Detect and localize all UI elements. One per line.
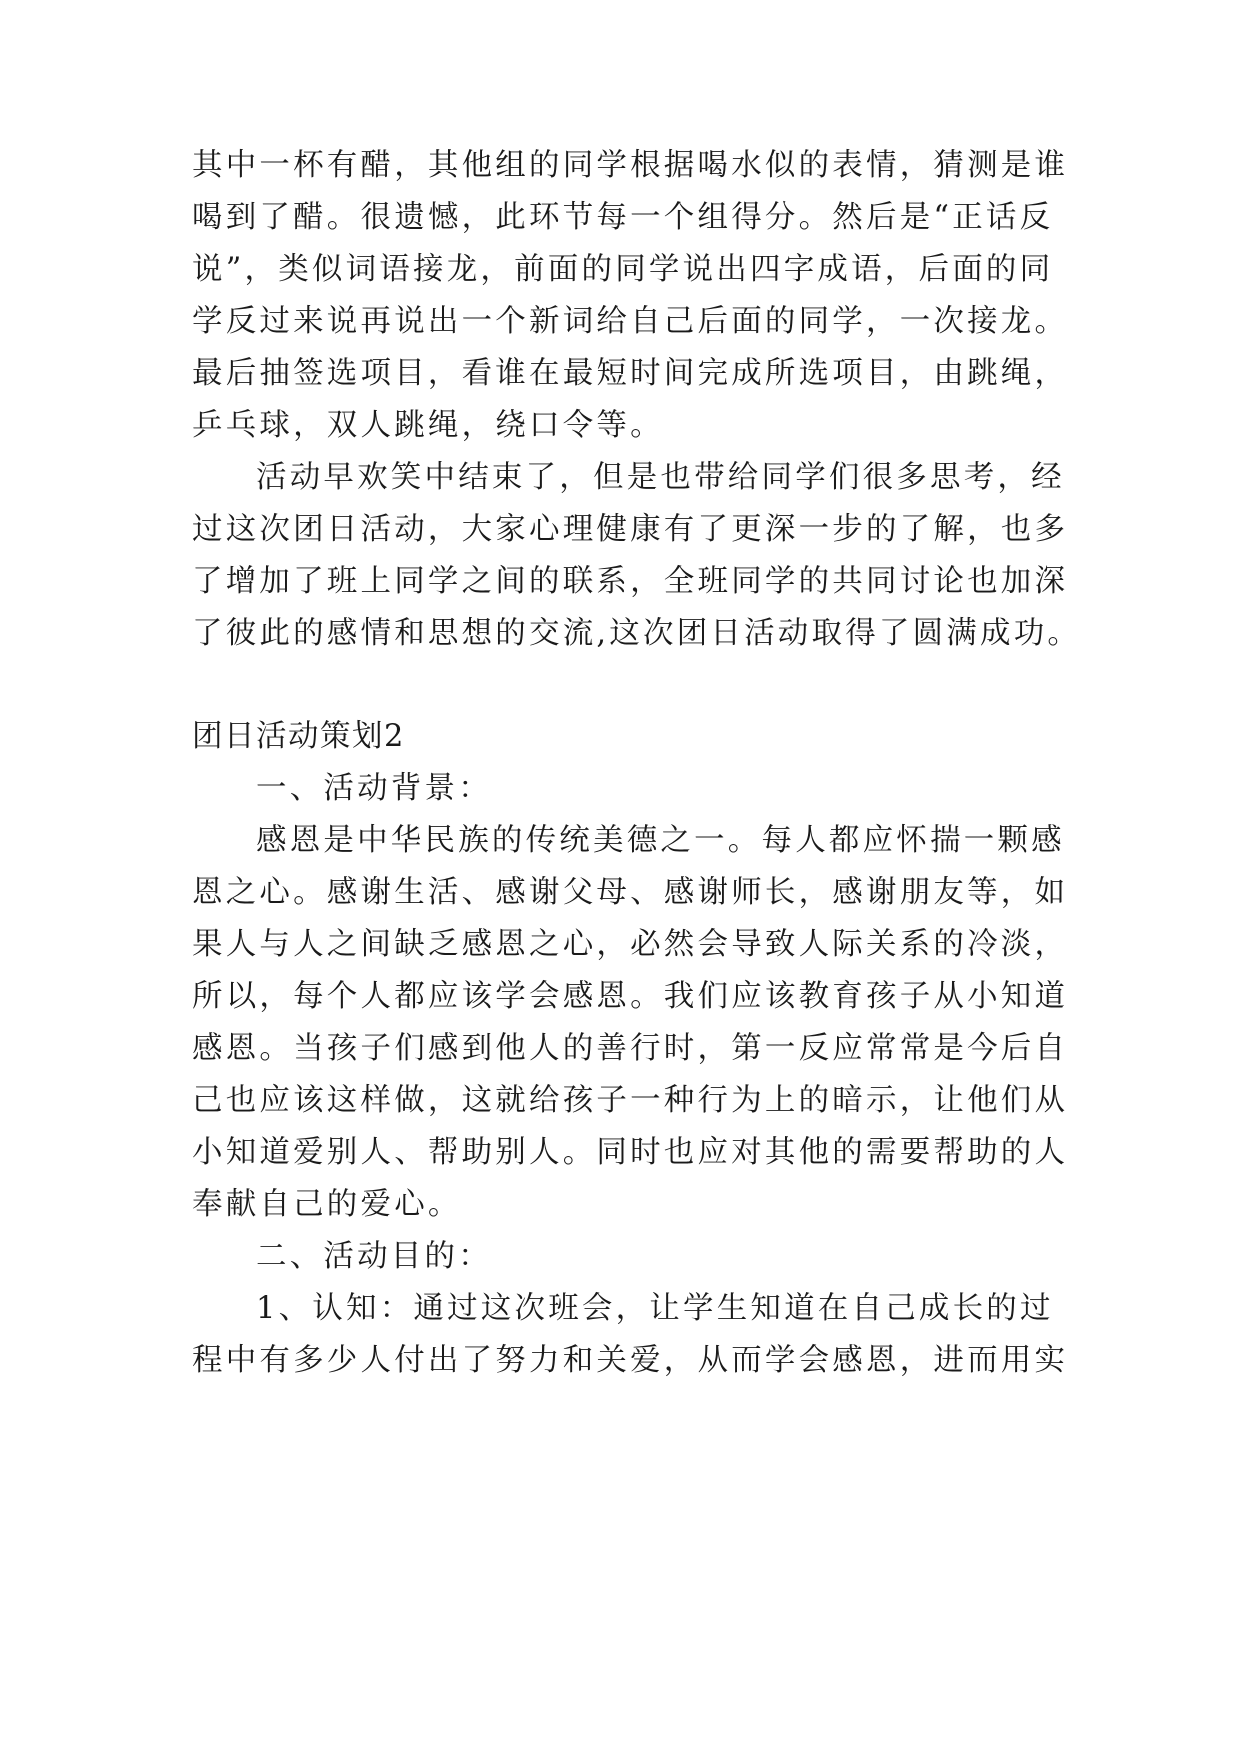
paragraph-line: 1、认知：通过这次班会，让学生知道在自己成长的过 [256,1291,1054,1326]
paragraph-line: 其中一杯有醋，其他组的同学根据喝水似的表情，猜测是谁 [192,148,1069,183]
paragraph-line: 奉献自己的爱心。 [192,1187,462,1222]
paragraph-line: 说”，类似词语接龙，前面的同学说出四字成语，后面的同 [192,252,1054,287]
paragraph-line: 乒乓球，双人跳绳，绕口令等。 [192,408,664,443]
paragraph-line: 所以，每个人都应该学会感恩。我们应该教育孩子从小知道 [192,979,1069,1014]
paragraph-line: 活动早欢笑中结束了，但是也带给同学们很多思考，经 [256,460,1065,495]
paragraph-line: 感恩。当孩子们感到他人的善行时，第一反应常常是今后自 [192,1031,1069,1066]
paragraph-line: 果人与人之间缺乏感恩之心，必然会导致人际关系的冷淡， [192,927,1069,962]
paragraph-line: 恩之心。感谢生活、感谢父母、感谢师长，感谢朋友等，如 [192,875,1069,910]
section-heading: 一、活动背景： [256,771,492,806]
paragraph-line: 己也应该这样做，这就给孩子一种行为上的暗示，让他们从 [192,1083,1069,1118]
paragraph-line: 小知道爱别人、帮助别人。同时也应对其他的需要帮助的人 [192,1135,1069,1170]
paragraph-line: 程中有多少人付出了努力和关爱，从而学会感恩，进而用实 [192,1343,1069,1378]
section-heading: 二、活动目的： [256,1239,492,1274]
paragraph-line: 了增加了班上同学之间的联系，全班同学的共同讨论也加深 [192,564,1069,599]
paragraph-line: 过这次团日活动，大家心理健康有了更深一步的了解，也多 [192,512,1069,547]
paragraph-line: 最后抽签选项目，看谁在最短时间完成所选项目，由跳绳， [192,356,1069,391]
paragraph-line: 感恩是中华民族的传统美德之一。每人都应怀揣一颗感 [256,823,1065,858]
paragraph-line: 学反过来说再说出一个新词给自己后面的同学，一次接龙。 [192,304,1069,339]
paragraph-line: 喝到了醋。很遗憾，此环节每一个组得分。然后是“正话反 [192,200,1054,235]
section-title: 团日活动策划2 [192,719,405,754]
paragraph-line: 了彼此的感情和思想的交流,这次团日活动取得了圆满成功。 [192,616,1082,651]
